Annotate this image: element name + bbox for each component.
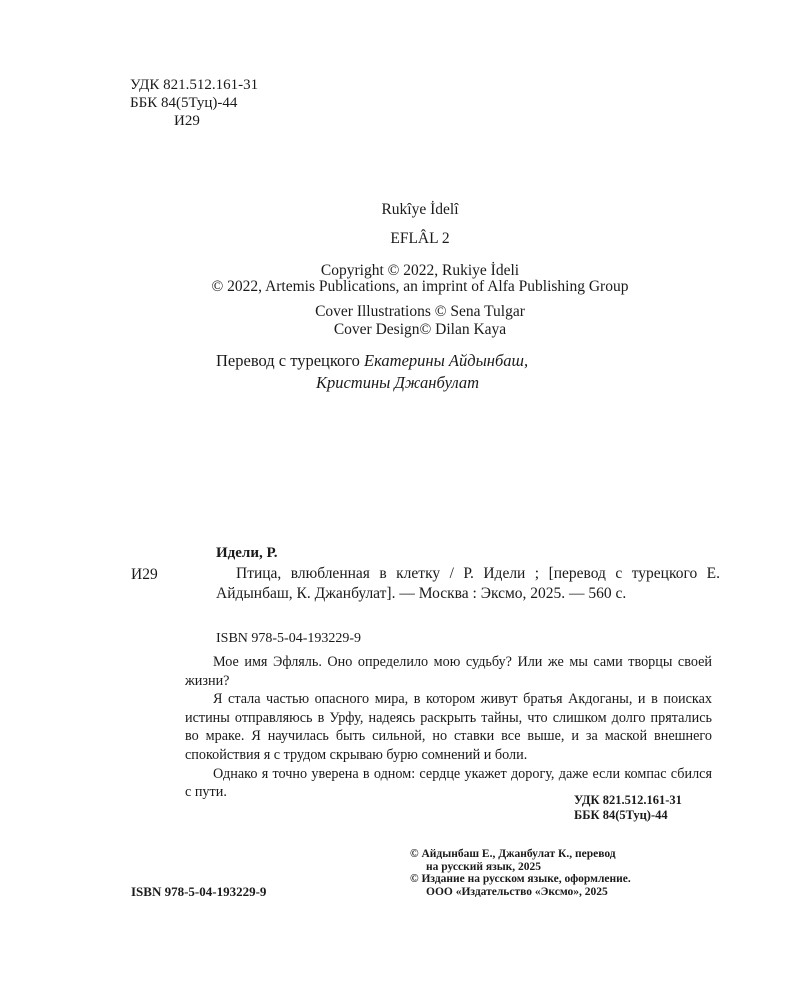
annotation-paragraph: Мое имя Эфляль. Оно определило мою судьбу? Или же мы сами творцы своей жизни? xyxy=(185,654,712,689)
copyright-line-2: © 2022, Artemis Publications, an imprint of Alfa Publishing Group xyxy=(211,278,629,295)
translation-credit xyxy=(216,350,528,394)
copyright-line-1: Copyright © 2022, Rukiye İdeli xyxy=(320,262,520,279)
udk-code-bottom: УДК 821.512.161-31 xyxy=(574,793,682,807)
author-mark: И29 xyxy=(174,113,200,129)
bbk-code: ББК 84(5Туц)-44 xyxy=(130,95,238,111)
original-author: Rukîye İdelî xyxy=(381,201,459,218)
translator-1: Екатерины Айдынбаш, xyxy=(364,351,529,370)
isbn-bottom: ISBN 978-5-04-193229-9 xyxy=(131,884,267,899)
catalog-isbn: ISBN 978-5-04-193229-9 xyxy=(216,631,362,646)
original-title: EFLÂL 2 xyxy=(390,230,450,247)
cover-illustrations: Cover Illustrations © Sena Tulgar xyxy=(315,303,525,320)
copyright-translation-cont: на русский язык, 2025 xyxy=(426,860,542,873)
annotation-paragraph: Я стала частью опасного мира, в котором живут братья Акдоганы, и в поисках истины отправляюсь в Урфу, надеясь раскрыть тайны, что слишком долго прятались во мраке. Я научилась быть сильной, но ставки все выше, и за маской внешнего спокойствия я с трудом скрываю бурю сомнений и боли. xyxy=(185,691,712,763)
udk-top-block xyxy=(130,76,258,130)
translation-prefix: Перевод с турецкого xyxy=(216,351,365,370)
udk-code: УДК 821.512.161-31 xyxy=(130,77,259,93)
copyright-bottom-block xyxy=(410,848,631,898)
catalog-code: И29 xyxy=(131,566,158,583)
bbk-code-bottom: ББК 84(5Туц)-44 xyxy=(574,808,668,822)
translator-2: Кристины Джанбулат xyxy=(316,373,480,392)
annotation xyxy=(185,653,712,802)
catalog-description: Птица, влюбленная в клетку / Р. Идели ; [перевод с турецкого Е. Айдынбаш, К. Джанбулат]. — Москва : Эксмо, 2025. — 560 с. xyxy=(216,565,720,602)
udk-bottom-block xyxy=(574,793,682,823)
annotation-paragraph: Однако я точно уверена в одном: сердце укажет дорогу, даже если компас сбился с пути. xyxy=(185,765,712,801)
copyright-publisher: ООО «Издательство «Эксмо», 2025 xyxy=(426,885,608,898)
copyright-edition: © Издание на русском языке, оформление. xyxy=(410,873,631,885)
copyright-translation: © Айдынбаш Е., Джанбулат К., перевод xyxy=(410,848,616,860)
catalog-author-heading: Идели, Р. xyxy=(216,545,278,561)
cover-design: Cover Design© Dilan Kaya xyxy=(333,321,507,338)
